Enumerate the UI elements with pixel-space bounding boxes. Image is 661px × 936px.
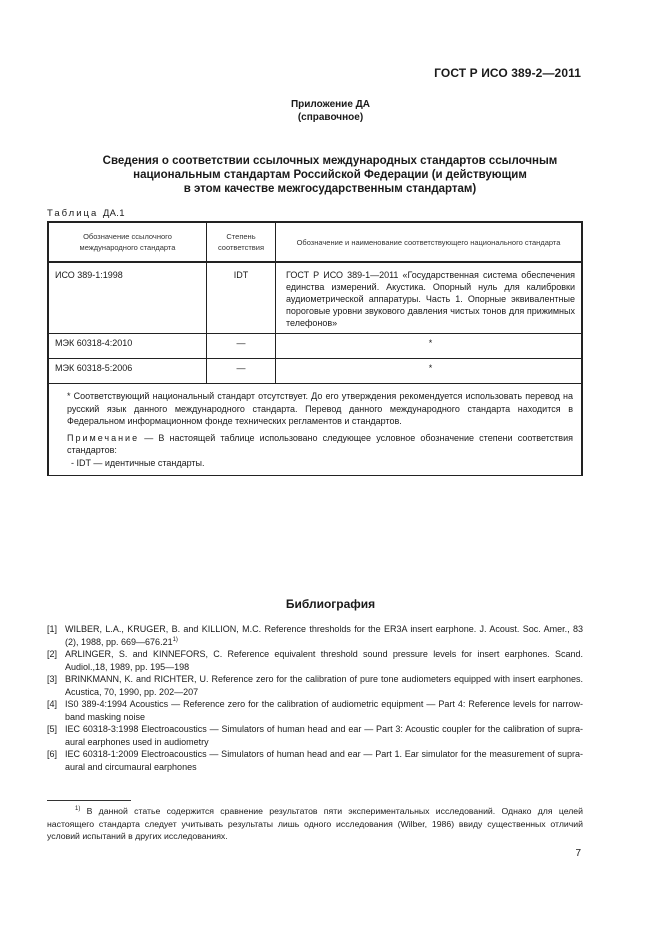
section-title-line: в этом качестве межгосударственным стандартам) <box>183 183 477 195</box>
table-caption <box>47 208 125 219</box>
table-note <box>67 432 573 457</box>
bibliography-entry <box>47 698 583 723</box>
column-header-reference-standard: Обозначение ссылочного международного стандарта <box>48 222 207 262</box>
footnote-text: В данной статье содержится сравнение результатов пяти экспериментальных исследований. Однако для целей настоящего стандарта следует учитывать результаты лишь одного исследования (Wilber, 1986) ввиду существенных отличий условий испытаний в других исследованиях. <box>47 806 583 841</box>
bibliography-entry-number: [4] <box>47 699 58 709</box>
table-note-label: Примечание <box>67 432 140 443</box>
page-number: 7 <box>575 848 581 859</box>
table-row <box>48 262 582 334</box>
section-title <box>60 154 600 196</box>
bibliography-entry <box>47 748 583 773</box>
table-caption-word: Таблица <box>47 208 99 219</box>
table-footnote-star: * Соответствующий национальный стандарт отсутствует. До его утверждения рекомендуется использовать перевод на русский язык данного международного стандарта. Перевод данного международного стандарта находится в Федеральном информационном фонде технических регламентов и стандартов. <box>67 391 573 426</box>
bibliography-entry <box>47 723 583 748</box>
cell-national-standard: * <box>276 359 583 384</box>
bibliography-entry-number: [3] <box>47 674 58 684</box>
correspondence-table <box>47 221 583 476</box>
bibliography-entry-number: [2] <box>47 649 58 659</box>
bibliography-entry-text: IS0 389-4:1994 Acoustics — Reference zero for the calibration of audiometric equipment — Part 4: Reference levels for narrow-band masking noise <box>65 699 583 722</box>
annex-heading <box>0 98 661 124</box>
footnote-separator <box>47 800 131 801</box>
bibliography-title: Библиография <box>285 597 376 611</box>
cell-national-standard: * <box>276 334 583 359</box>
cell-degree: — <box>207 359 276 384</box>
bibliography-entry-text: IEC 60318-1:2009 Electroacoustics — Simulators of human head and ear — Part 1. Ear simulator for the measurement of supra-aural and circumaural earphones <box>65 749 583 772</box>
bibliography-entry-number: [6] <box>47 749 58 759</box>
column-header-national-standard: Обозначение и наименование соответствующего национального стандарта <box>276 222 583 262</box>
table-caption-number: ДА.1 <box>102 208 125 219</box>
footnote <box>47 805 583 843</box>
bibliography-entry-number: [1] <box>47 624 58 634</box>
section-title-line: Сведения о соответствии ссылочных международных стандартов ссылочным <box>102 155 558 167</box>
cell-degree: IDT <box>207 262 276 334</box>
table-note-text: — В настоящей таблице использовано следующее условное обозначение степени соответствия стандартов: <box>67 432 573 455</box>
bibliography-list <box>47 623 583 773</box>
cell-reference-standard: МЭК 60318-4:2010 <box>48 334 207 359</box>
table-row <box>48 359 582 384</box>
table-row <box>48 334 582 359</box>
bibliography-entry-text: ARLINGER, S. and KINNEFORS, C. Reference equivalent threshold sound pressure levels for insert earphones. Scand. Audiol.,18, 1989, pp. 195—198 <box>65 649 583 672</box>
annex-title: Приложение ДА <box>290 99 371 110</box>
section-title-line: национальным стандартам Российской Федерации (и действующим <box>133 169 527 181</box>
cell-degree: — <box>207 334 276 359</box>
table-notes-cell <box>48 384 582 476</box>
table-header-row <box>48 222 582 262</box>
table-notes-row <box>48 384 582 476</box>
annex-subtitle: (справочное) <box>297 112 364 123</box>
cell-reference-standard: МЭК 60318-5:2006 <box>48 359 207 384</box>
document-code: ГОСТ Р ИСО 389-2—2011 <box>434 66 581 80</box>
bibliography-entry <box>47 673 583 698</box>
bibliography-entry-text: BRINKMANN, K. and RICHTER, U. Reference zero for the calibration of pure tone audiometers equipped with insert earphones. Acustica, 70, 1990, pp. 202—207 <box>65 674 583 697</box>
cell-national-standard: ГОСТ Р ИСО 389-1—2011 «Государственная система обеспечения единства измерений. Акустика. Опорный нуль для калибровки аудиометрической аппаратуры. Часть 1. Опорные эквивалентные пороговые уровни звукового давления чистых тонов для прижимных телефонов» <box>276 262 583 334</box>
table-note-item: - IDT — идентичные стандарты. <box>71 457 205 468</box>
bibliography-entry <box>47 623 583 648</box>
bibliography-entry-text: IEC 60318-3:1998 Electroacoustics — Simulators of human head and ear — Part 3: Acoustic coupler for the calibration of supra-aural earphones used in audiometry <box>65 724 583 747</box>
bibliography-entry-number: [5] <box>47 724 58 734</box>
column-header-degree: Степень соответствия <box>207 222 276 262</box>
bibliography-entry-text: WILBER, L.A., KRUGER, B. and KILLION, M.C. Reference thresholds for the ER3A insert earphone. J. Acoust. Soc. Amer., 83 (2), 1988, pp. 669—676.21 <box>65 624 583 647</box>
bibliography-entry <box>47 648 583 673</box>
footnote-reference: 1) <box>172 636 178 643</box>
footnote-mark: 1) <box>75 806 81 813</box>
cell-reference-standard: ИСО 389-1:1998 <box>48 262 207 334</box>
